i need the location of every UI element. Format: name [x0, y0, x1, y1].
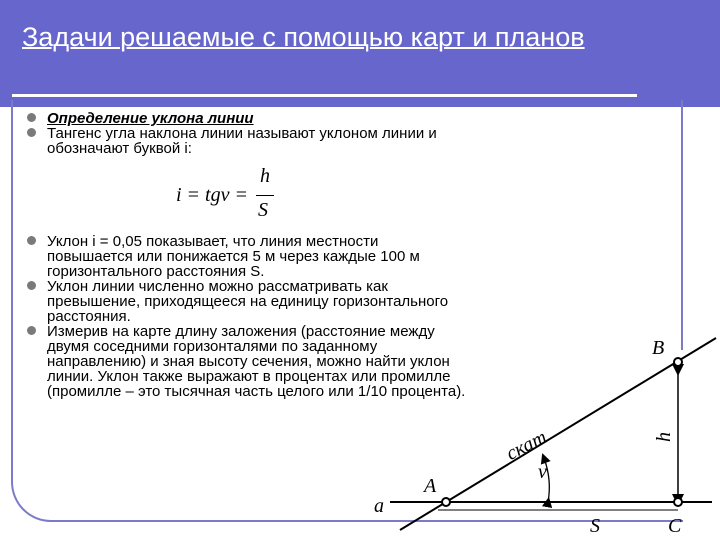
bullet-item [27, 279, 467, 324]
title-rule [12, 94, 637, 97]
label-a: A [424, 475, 437, 497]
fraction-bar [256, 195, 274, 196]
bullet-text: Измерив на карте длину заложения (расстояние между двумя соседними горизонталями по заданному направлению) и зная высоту сечения, можно найти уклон линии. Уклон также выражают в процентах или промилле (промилле – это тысячная часть целого или 1/10 процента). [47, 323, 466, 400]
bullet-text: Уклон линии численно можно рассматривать как превышение, приходящееся на единицу горизонтального расстояния. [47, 278, 449, 325]
bullet-dot-icon [27, 128, 36, 137]
label-h: h [653, 432, 675, 442]
bullet-dot-icon [27, 281, 36, 290]
label-c: C [668, 515, 682, 537]
bullet-item [27, 111, 467, 126]
bullet-dot-icon [27, 326, 36, 335]
bullet-dot-icon [27, 236, 36, 245]
bullet-item [27, 126, 467, 156]
slope-diagram [360, 330, 720, 540]
slide-frame-right [681, 100, 683, 350]
bullet-item [27, 234, 467, 279]
label-slope: скат [502, 426, 551, 465]
slide-title: Задачи решаемые с помощью карт и планов [22, 22, 585, 52]
label-a-lower: a [374, 495, 384, 517]
point-c [674, 498, 682, 506]
label-s: S [590, 515, 600, 537]
bullet-heading: Определение уклона линии [47, 110, 254, 127]
formula-numerator: h [260, 165, 270, 187]
label-b: B [652, 337, 665, 359]
label-nu: ν [538, 461, 547, 483]
bullet-text: Тангенс угла наклона линии называют уклоном линии и обозначают буквой i: [47, 125, 437, 157]
point-a [442, 498, 450, 506]
bullet-text: Уклон i = 0,05 показывает, что линия местности повышается или понижается 5 м через каждые 100 м горизонтального расстояния S. [47, 233, 420, 280]
title-bar [0, 0, 720, 107]
bullet-dot-icon [27, 113, 36, 122]
slope-formula [176, 165, 286, 227]
formula-lhs: i = tgν = [176, 184, 248, 206]
formula-denominator: S [258, 199, 268, 221]
point-b [674, 358, 682, 366]
